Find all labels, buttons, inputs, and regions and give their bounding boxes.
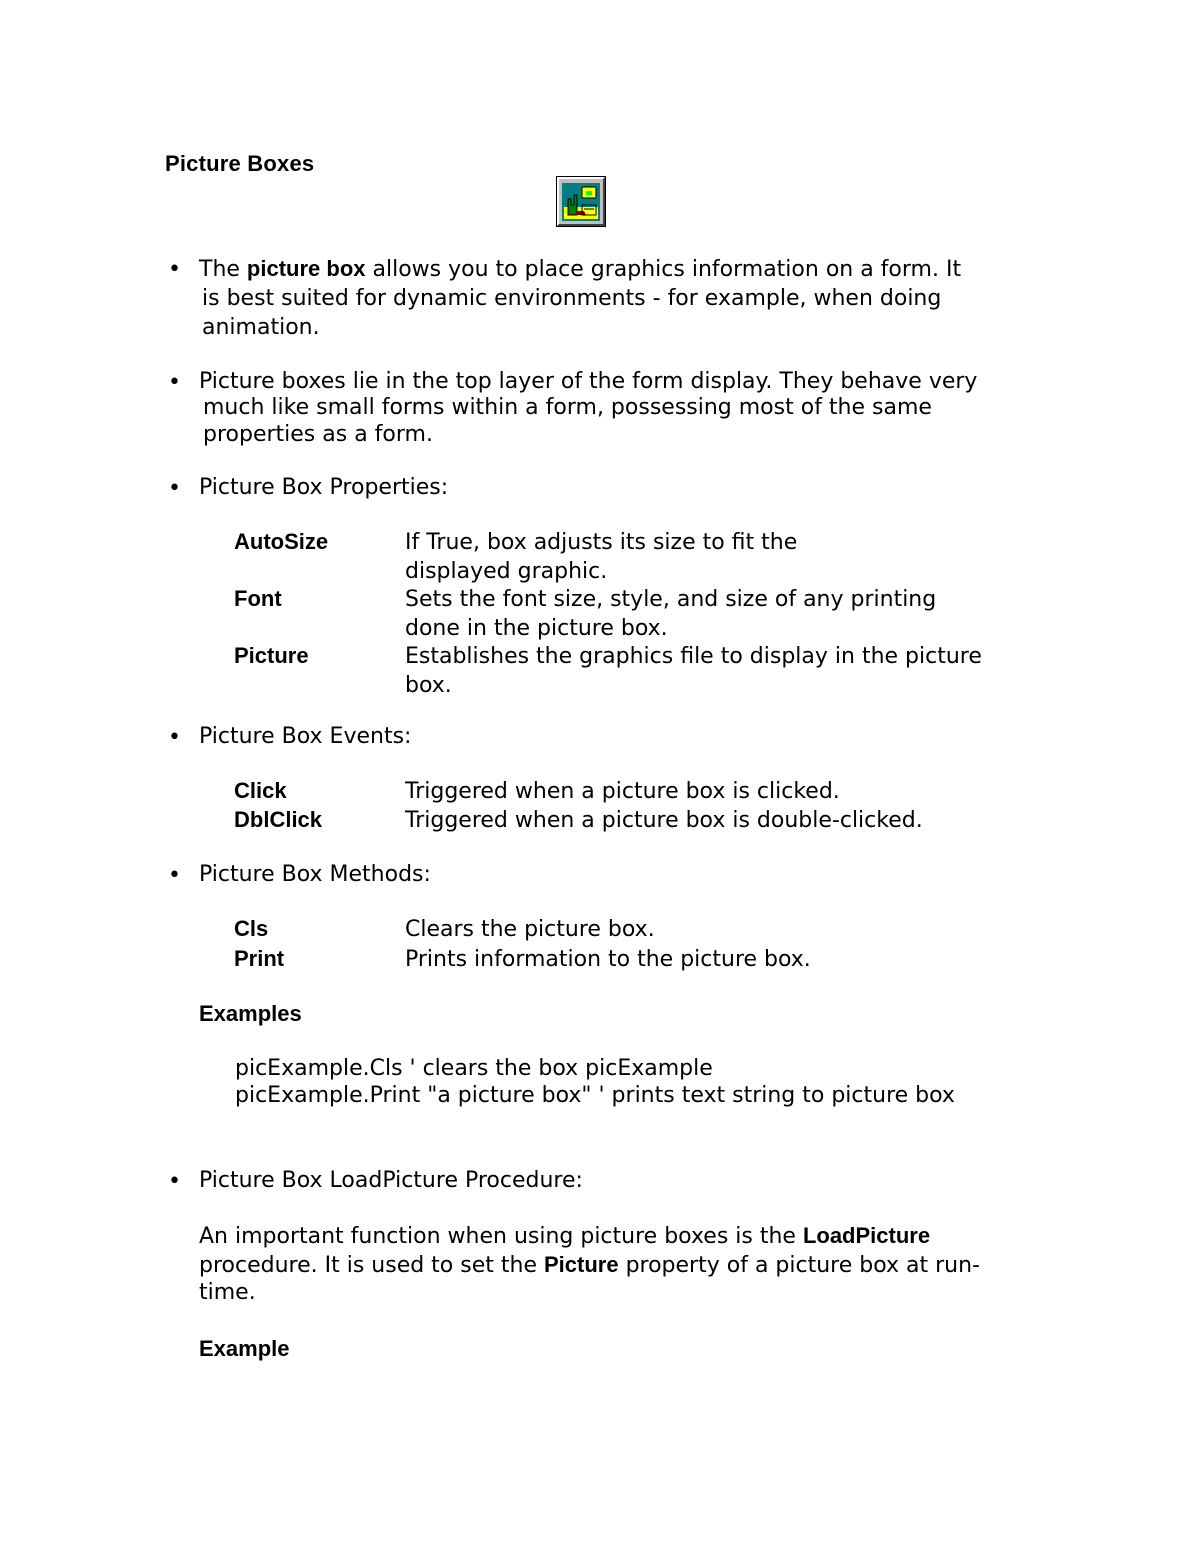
table-row — [234, 528, 1034, 585]
bullet-marker: • — [168, 863, 181, 888]
section-label-events: Picture Box Events: — [199, 724, 412, 749]
paragraph-text: An important function when using picture boxes is the — [199, 1224, 803, 1249]
property-desc-line: box. — [405, 673, 452, 698]
bullet-marker: • — [168, 725, 181, 750]
section-label-methods: Picture Box Methods: — [199, 862, 431, 887]
section-label-loadpicture: Picture Box LoadPicture Procedure: — [199, 1168, 583, 1193]
bullet-marker: • — [168, 1169, 181, 1194]
bullet-marker: • — [168, 257, 181, 282]
table-row — [234, 945, 1034, 975]
page-title: Picture Boxes — [165, 151, 315, 176]
method-desc: Clears the picture box. — [405, 917, 655, 942]
paragraph-text: property of a picture box at run- — [618, 1253, 980, 1278]
paragraph-text: allows you to place graphics information on a form. It — [365, 257, 962, 282]
property-name: Picture — [234, 643, 309, 668]
example-heading: Example — [199, 1336, 290, 1361]
table-row — [234, 585, 1034, 642]
bold-term: picture box — [246, 256, 366, 281]
property-desc-line: If True, box adjusts its size to fit the — [405, 530, 798, 555]
event-name: Click — [234, 778, 287, 803]
bold-term: Picture — [543, 1252, 619, 1277]
section-label-properties: Picture Box Properties: — [199, 475, 449, 500]
property-desc-line: done in the picture box. — [405, 616, 668, 641]
bullet-marker: • — [168, 476, 181, 501]
loadpicture-paragraph-line — [199, 1221, 930, 1251]
property-desc-line: displayed graphic. — [405, 559, 608, 584]
paragraph-line: much like small forms within a form, possessing most of the same — [203, 395, 932, 420]
paragraph-line: is best suited for dynamic environments - for example, when doing — [202, 286, 942, 311]
event-name: DblClick — [234, 807, 323, 832]
table-row — [234, 642, 1034, 699]
example-code-line: picExample.Cls ' clears the box picExample — [235, 1056, 713, 1081]
paragraph-text: The — [199, 257, 247, 282]
bullet-paragraph-picture-box-intro — [199, 254, 961, 284]
property-desc — [405, 642, 1034, 700]
examples-heading: Examples — [199, 1001, 302, 1026]
method-name: Print — [234, 946, 285, 971]
method-desc: Prints information to the picture box. — [405, 947, 811, 972]
event-desc: Triggered when a picture box is clicked. — [405, 779, 840, 804]
paragraph-line: properties as a form. — [203, 422, 433, 447]
events-table — [234, 777, 1034, 835]
table-row — [234, 777, 1034, 806]
loadpicture-paragraph-line: time. — [199, 1280, 256, 1305]
property-desc-line: Establishes the graphics file to display in the picture — [405, 644, 982, 669]
paragraph-text: procedure. It is used to set the — [199, 1253, 544, 1278]
property-name: Font — [234, 586, 282, 611]
properties-table — [234, 528, 1034, 699]
bullet-marker: • — [168, 370, 181, 395]
table-row — [234, 806, 1034, 835]
property-desc — [405, 585, 1034, 643]
table-row — [234, 915, 1034, 945]
event-desc: Triggered when a picture box is double-clicked. — [405, 808, 923, 833]
loadpicture-paragraph-line — [199, 1250, 980, 1280]
property-desc — [405, 528, 1034, 586]
methods-table — [234, 915, 1034, 975]
method-name: Cls — [234, 916, 269, 941]
bold-term: LoadPicture — [802, 1223, 931, 1248]
example-code-line: picExample.Print "a picture box" ' prints text string to picture box — [235, 1083, 955, 1108]
landscape-picture-icon — [562, 183, 600, 221]
paragraph-line: Picture boxes lie in the top layer of the form display. They behave very — [199, 369, 978, 394]
paragraph-line: animation. — [202, 315, 320, 340]
property-name: AutoSize — [234, 529, 329, 554]
property-desc-line: Sets the font size, style, and size of any printing — [405, 587, 937, 612]
picture-box-icon — [557, 177, 605, 226]
